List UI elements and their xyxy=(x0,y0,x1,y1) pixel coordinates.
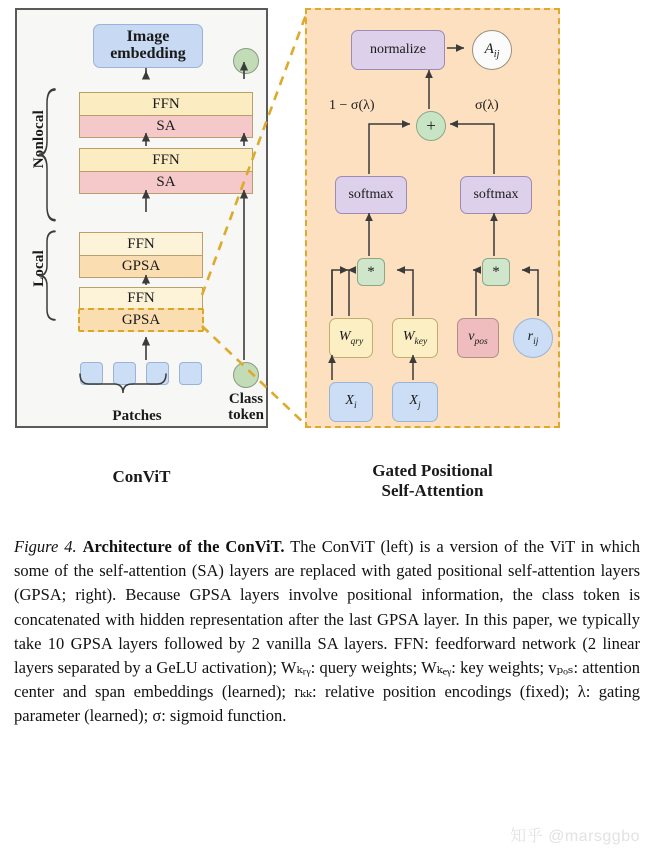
patches-label: Patches xyxy=(112,408,162,424)
sum-node: + xyxy=(416,111,446,141)
patch-token-4 xyxy=(179,362,202,385)
w-qry-node xyxy=(329,318,373,358)
w-qry-symbol: W xyxy=(338,329,351,345)
ffn-row: FFN xyxy=(80,233,202,255)
multiply-positional-node: * xyxy=(482,258,510,286)
r-ij-subscript: ij xyxy=(533,336,539,347)
aij-subscript: ij xyxy=(493,48,500,60)
image-embedding-line2: embedding xyxy=(110,45,186,62)
x-i-symbol: X xyxy=(345,393,354,409)
x-i-subscript: i xyxy=(353,400,357,411)
aij-symbol: A xyxy=(484,40,494,57)
w-key-subscript: key xyxy=(414,336,428,347)
x-j-input-node xyxy=(392,382,438,422)
w-key-symbol: W xyxy=(402,329,415,345)
v-pos-node xyxy=(457,318,499,358)
nonlocal-block-2 xyxy=(79,92,253,138)
patch-token-1 xyxy=(80,362,103,385)
softmax-content-node: softmax xyxy=(335,176,407,214)
gpsa-row: GPSA xyxy=(80,255,202,277)
r-ij-symbol: r xyxy=(527,329,534,345)
w-qry-subscript: qry xyxy=(350,336,364,347)
group-label-nonlocal: Nonlocal xyxy=(31,110,47,169)
local-block-1-highlighted xyxy=(79,287,203,331)
ffn-row: FFN xyxy=(80,93,252,115)
class-token-label-line1: Class xyxy=(228,391,264,407)
class-token-output-circle xyxy=(233,48,259,74)
ffn-row: FFN xyxy=(79,287,203,309)
normalize-node: normalize xyxy=(351,30,445,70)
gpsa-title-line1: Gated Positional xyxy=(372,461,493,480)
left-gate-label: 1 − σ(λ) xyxy=(329,98,375,113)
r-ij-node xyxy=(513,318,553,358)
convit-architecture-panel xyxy=(15,8,268,428)
v-pos-subscript: pos xyxy=(474,336,488,347)
gpsa-row-highlighted: GPSA xyxy=(78,308,204,332)
caption-figure-label: Figure 4. xyxy=(14,537,77,556)
image-embedding-line1: Image xyxy=(126,28,170,46)
x-i-input-node xyxy=(329,382,373,422)
nonlocal-block-1 xyxy=(79,148,253,194)
ffn-row: FFN xyxy=(80,149,252,171)
image-embedding-node xyxy=(93,24,203,68)
caption-bold-title: Architecture of the ConViT. xyxy=(82,537,285,556)
x-j-symbol: X xyxy=(409,393,418,409)
figure-caption xyxy=(14,535,640,728)
group-label-local: Local xyxy=(31,250,47,287)
softmax-positional-node: softmax xyxy=(460,176,532,214)
sa-row: SA xyxy=(80,115,252,137)
x-j-subscript: j xyxy=(417,400,421,411)
w-key-node xyxy=(392,318,438,358)
gpsa-detail-panel xyxy=(305,8,560,428)
multiply-content-node: * xyxy=(357,258,385,286)
sa-row: SA xyxy=(80,171,252,193)
gpsa-panel-title xyxy=(305,461,560,501)
gpsa-title-line2: Self-Attention xyxy=(381,481,484,501)
patch-token-2 xyxy=(113,362,136,385)
class-token-input-circle xyxy=(233,362,259,388)
class-token-label-line2: token xyxy=(228,406,264,423)
class-token-label xyxy=(213,392,279,424)
watermark: 知乎 @marsggbo xyxy=(510,828,640,845)
patch-token-3 xyxy=(146,362,169,385)
convit-panel-title: ConViT xyxy=(112,467,171,486)
attention-output-node xyxy=(472,30,512,70)
v-pos-symbol: v xyxy=(468,329,475,345)
local-block-2 xyxy=(79,232,203,278)
caption-body: The ConViT (left) is a version of the ViT in which some of the self-attention (SA) layers are replaced with gated positional self-attention layers (GPSA; right). Because GPSA layers involve positional information, the class token is concatenated with hidden representation after the last GPSA layer. In this paper, we typically take 10 GPSA layers followed by 2 vanilla SA layers. FFN: feedforward network (2 linear layers separated by a GeLU activation); Wₖᵣᵧ: query weights; Wₖₑᵧ: key weights; ᴠₚₒₛ: attention center and span embeddings (learned); rₖₖ: relative position encodings (fixed); λ: gating parameter (learned); σ: sigmoid function. xyxy=(14,537,641,726)
right-gate-label: σ(λ) xyxy=(475,98,499,113)
